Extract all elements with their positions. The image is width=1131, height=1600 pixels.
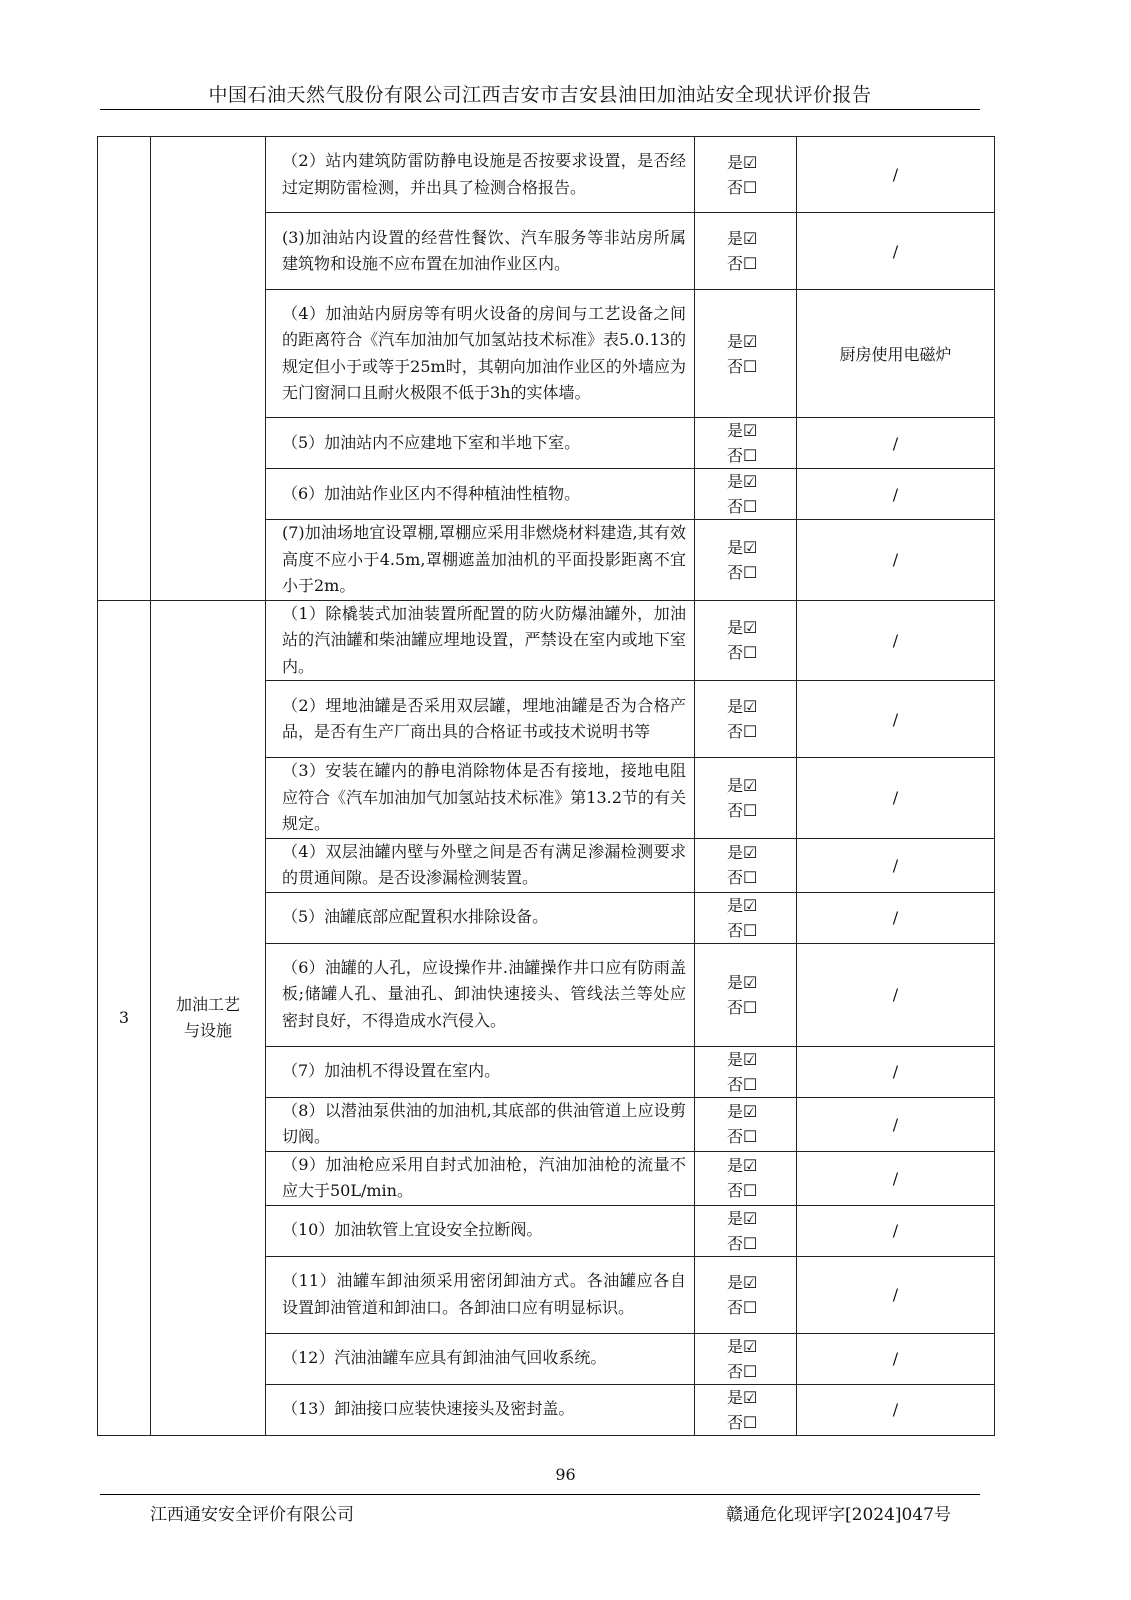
remark-cell: 厨房使用电磁炉 [797, 290, 995, 418]
remark-cell: / [797, 1046, 995, 1097]
yes-no-checkbox-cell [695, 213, 797, 290]
yes-checkbox-checked: 是☑ [727, 1049, 758, 1069]
section-item-cell [151, 137, 266, 601]
section-item-label-line2: 与设施 [183, 1020, 232, 1040]
yes-no-checkbox-cell [695, 418, 797, 469]
yes-checkbox-checked: 是☑ [727, 895, 758, 915]
remark-cell: / [797, 681, 995, 758]
remark-cell: / [797, 1333, 995, 1384]
yes-checkbox-checked: 是☑ [727, 1387, 758, 1407]
no-checkbox-unchecked: 否☐ [727, 1181, 758, 1200]
yes-checkbox-checked: 是☑ [727, 152, 758, 172]
no-checkbox-unchecked: 否☐ [727, 446, 758, 465]
yes-no-checkbox-cell [695, 943, 797, 1046]
yes-checkbox-checked: 是☑ [727, 843, 758, 862]
no-checkbox-unchecked: 否☐ [727, 1233, 758, 1253]
remark-cell: / [797, 1384, 995, 1435]
check-item-text: （9）加油枪应采用自封式加油枪，汽油加油枪的流量不应大于50L/min。 [266, 1151, 695, 1205]
no-checkbox-unchecked: 否☐ [727, 722, 758, 741]
yes-no-checkbox-cell [695, 1151, 797, 1205]
check-item-text: （1）除橇装式加油装置所配置的防火防爆油罐外，加油站的汽油罐和柴油罐应埋地设置，严禁设在室内或地下室内。 [266, 600, 695, 681]
no-checkbox-unchecked: 否☐ [727, 920, 758, 940]
yes-checkbox-checked: 是☑ [727, 331, 758, 351]
yes-checkbox-checked: 是☑ [727, 1208, 758, 1228]
no-checkbox-unchecked: 否☐ [727, 1297, 758, 1317]
check-item-text: （4）加油站内厨房等有明火设备的房间与工艺设备之间的距离符合《汽车加油加气加氢站技术标准》表5.0.13的规定但小于或等于25m时，其朝向加油作业区的外墙应为无门窗洞口且耐火极限不低于3h的实体墙。 [266, 290, 695, 418]
check-item-text: （2）埋地油罐是否采用双层罐，埋地油罐是否为合格产品，是否有生产厂商出具的合格证书或技术说明书等 [266, 681, 695, 758]
check-item-text: （5）油罐底部应配置积水排除设备。 [266, 892, 695, 943]
yes-checkbox-checked: 是☑ [727, 1272, 758, 1292]
check-item-text: （11）油罐车卸油须采用密闭卸油方式。各油罐应各自设置卸油管道和卸油口。各卸油口应有明显标识。 [266, 1256, 695, 1333]
yes-no-checkbox-cell [695, 681, 797, 758]
no-checkbox-unchecked: 否☐ [727, 1074, 758, 1094]
section-item-label-line1: 加油工艺 [175, 994, 240, 1014]
check-item-text: （13）卸油接口应装快速接头及密封盖。 [266, 1384, 695, 1435]
remark-cell: / [797, 469, 995, 520]
table-row [98, 137, 995, 213]
no-checkbox-unchecked: 否☐ [727, 997, 758, 1017]
yes-no-checkbox-cell [695, 1046, 797, 1097]
yes-checkbox-checked: 是☑ [727, 697, 758, 716]
section-item-cell [151, 600, 266, 1435]
check-item-text: （8）以潜油泵供油的加油机,其底部的供油管道上应设剪切阀。 [266, 1097, 695, 1151]
page-number: 96 [555, 1465, 576, 1484]
remark-cell: / [797, 838, 995, 892]
remark-cell: / [797, 1205, 995, 1256]
yes-no-checkbox-cell [695, 1205, 797, 1256]
yes-checkbox-checked: 是☑ [727, 229, 758, 248]
yes-no-checkbox-cell [695, 758, 797, 839]
no-checkbox-unchecked: 否☐ [727, 1412, 758, 1432]
no-checkbox-unchecked: 否☐ [727, 177, 758, 197]
no-checkbox-unchecked: 否☐ [727, 254, 758, 273]
check-item-text: （6）油罐的人孔，应设操作井.油罐操作井口应有防雨盖板;储罐人孔、量油孔、卸油快速接头、管线法兰等处应密封良好，不得造成水汽侵入。 [266, 943, 695, 1046]
check-item-text: （6）加油站作业区内不得种植油性植物。 [266, 469, 695, 520]
section-number-cell [98, 137, 151, 601]
remark-cell: / [797, 1151, 995, 1205]
check-item-text: （3）安装在罐内的静电消除物体是否有接地，接地电阻应符合《汽车加油加气加氢站技术标准》第13.2节的有关规定。 [266, 758, 695, 839]
remark-cell: / [797, 1256, 995, 1333]
check-item-text: (3)加油站内设置的经营性餐饮、汽车服务等非站房所属建筑物和设施不应布置在加油作业区内。 [266, 213, 695, 290]
no-checkbox-unchecked: 否☐ [727, 1127, 758, 1146]
yes-no-checkbox-cell [695, 1097, 797, 1151]
remark-cell: / [797, 213, 995, 290]
no-checkbox-unchecked: 否☐ [727, 562, 758, 582]
check-item-text: （2）站内建筑防雷防静电设施是否按要求设置，是否经过定期防雷检测，并出具了检测合格报告。 [266, 137, 695, 213]
yes-no-checkbox-cell [695, 1256, 797, 1333]
no-checkbox-unchecked: 否☐ [727, 1361, 758, 1381]
table-row [98, 600, 995, 681]
remark-cell: / [797, 520, 995, 601]
yes-checkbox-checked: 是☑ [727, 972, 758, 992]
yes-checkbox-checked: 是☑ [727, 1336, 758, 1356]
no-checkbox-unchecked: 否☐ [727, 868, 758, 887]
no-checkbox-unchecked: 否☐ [727, 497, 758, 516]
section-number-cell: 3 [98, 600, 151, 1435]
yes-no-checkbox-cell [695, 838, 797, 892]
page-header-title: 中国石油天然气股份有限公司江西吉安市吉安县油田加油站安全现状评价报告 [208, 84, 872, 106]
footer-company: 江西通安安全评价有限公司 [150, 1505, 354, 1525]
no-checkbox-unchecked: 否☐ [727, 643, 758, 663]
yes-checkbox-checked: 是☑ [727, 421, 758, 440]
yes-checkbox-checked: 是☑ [727, 1102, 758, 1121]
header-divider [100, 109, 980, 110]
footer-divider [100, 1494, 980, 1495]
check-item-text: （4）双层油罐内壁与外壁之间是否有满足渗漏检测要求的贯通间隙。是否设渗漏检测装置。 [266, 838, 695, 892]
check-item-text: （10）加油软管上宜设安全拉断阀。 [266, 1205, 695, 1256]
remark-cell: / [797, 892, 995, 943]
footer-report-number: 赣通危化现评字[2024]047号 [726, 1505, 951, 1525]
yes-checkbox-checked: 是☑ [727, 775, 758, 795]
check-item-text: （12）汽油油罐车应具有卸油油气回收系统。 [266, 1333, 695, 1384]
safety-checklist-table [97, 136, 995, 1436]
yes-no-checkbox-cell [695, 469, 797, 520]
no-checkbox-unchecked: 否☐ [727, 800, 758, 820]
yes-checkbox-checked: 是☑ [727, 618, 758, 638]
yes-checkbox-checked: 是☑ [727, 472, 758, 491]
remark-cell: / [797, 1097, 995, 1151]
check-item-text: （7）加油机不得设置在室内。 [266, 1046, 695, 1097]
yes-no-checkbox-cell [695, 1333, 797, 1384]
check-item-text: (7)加油场地宜设罩棚,罩棚应采用非燃烧材料建造,其有效高度不应小于4.5m,罩棚遮盖加油机的平面投影距离不宜小于2m。 [266, 520, 695, 601]
yes-no-checkbox-cell [695, 137, 797, 213]
remark-cell: / [797, 600, 995, 681]
yes-checkbox-checked: 是☑ [727, 1156, 758, 1175]
check-item-text: （5）加油站内不应建地下室和半地下室。 [266, 418, 695, 469]
remark-cell: / [797, 418, 995, 469]
yes-checkbox-checked: 是☑ [727, 537, 758, 557]
yes-no-checkbox-cell [695, 1384, 797, 1435]
yes-no-checkbox-cell [695, 892, 797, 943]
yes-no-checkbox-cell [695, 600, 797, 681]
remark-cell: / [797, 943, 995, 1046]
remark-cell: / [797, 758, 995, 839]
remark-cell: / [797, 137, 995, 213]
no-checkbox-unchecked: 否☐ [727, 356, 758, 376]
yes-no-checkbox-cell [695, 290, 797, 418]
yes-no-checkbox-cell [695, 520, 797, 601]
